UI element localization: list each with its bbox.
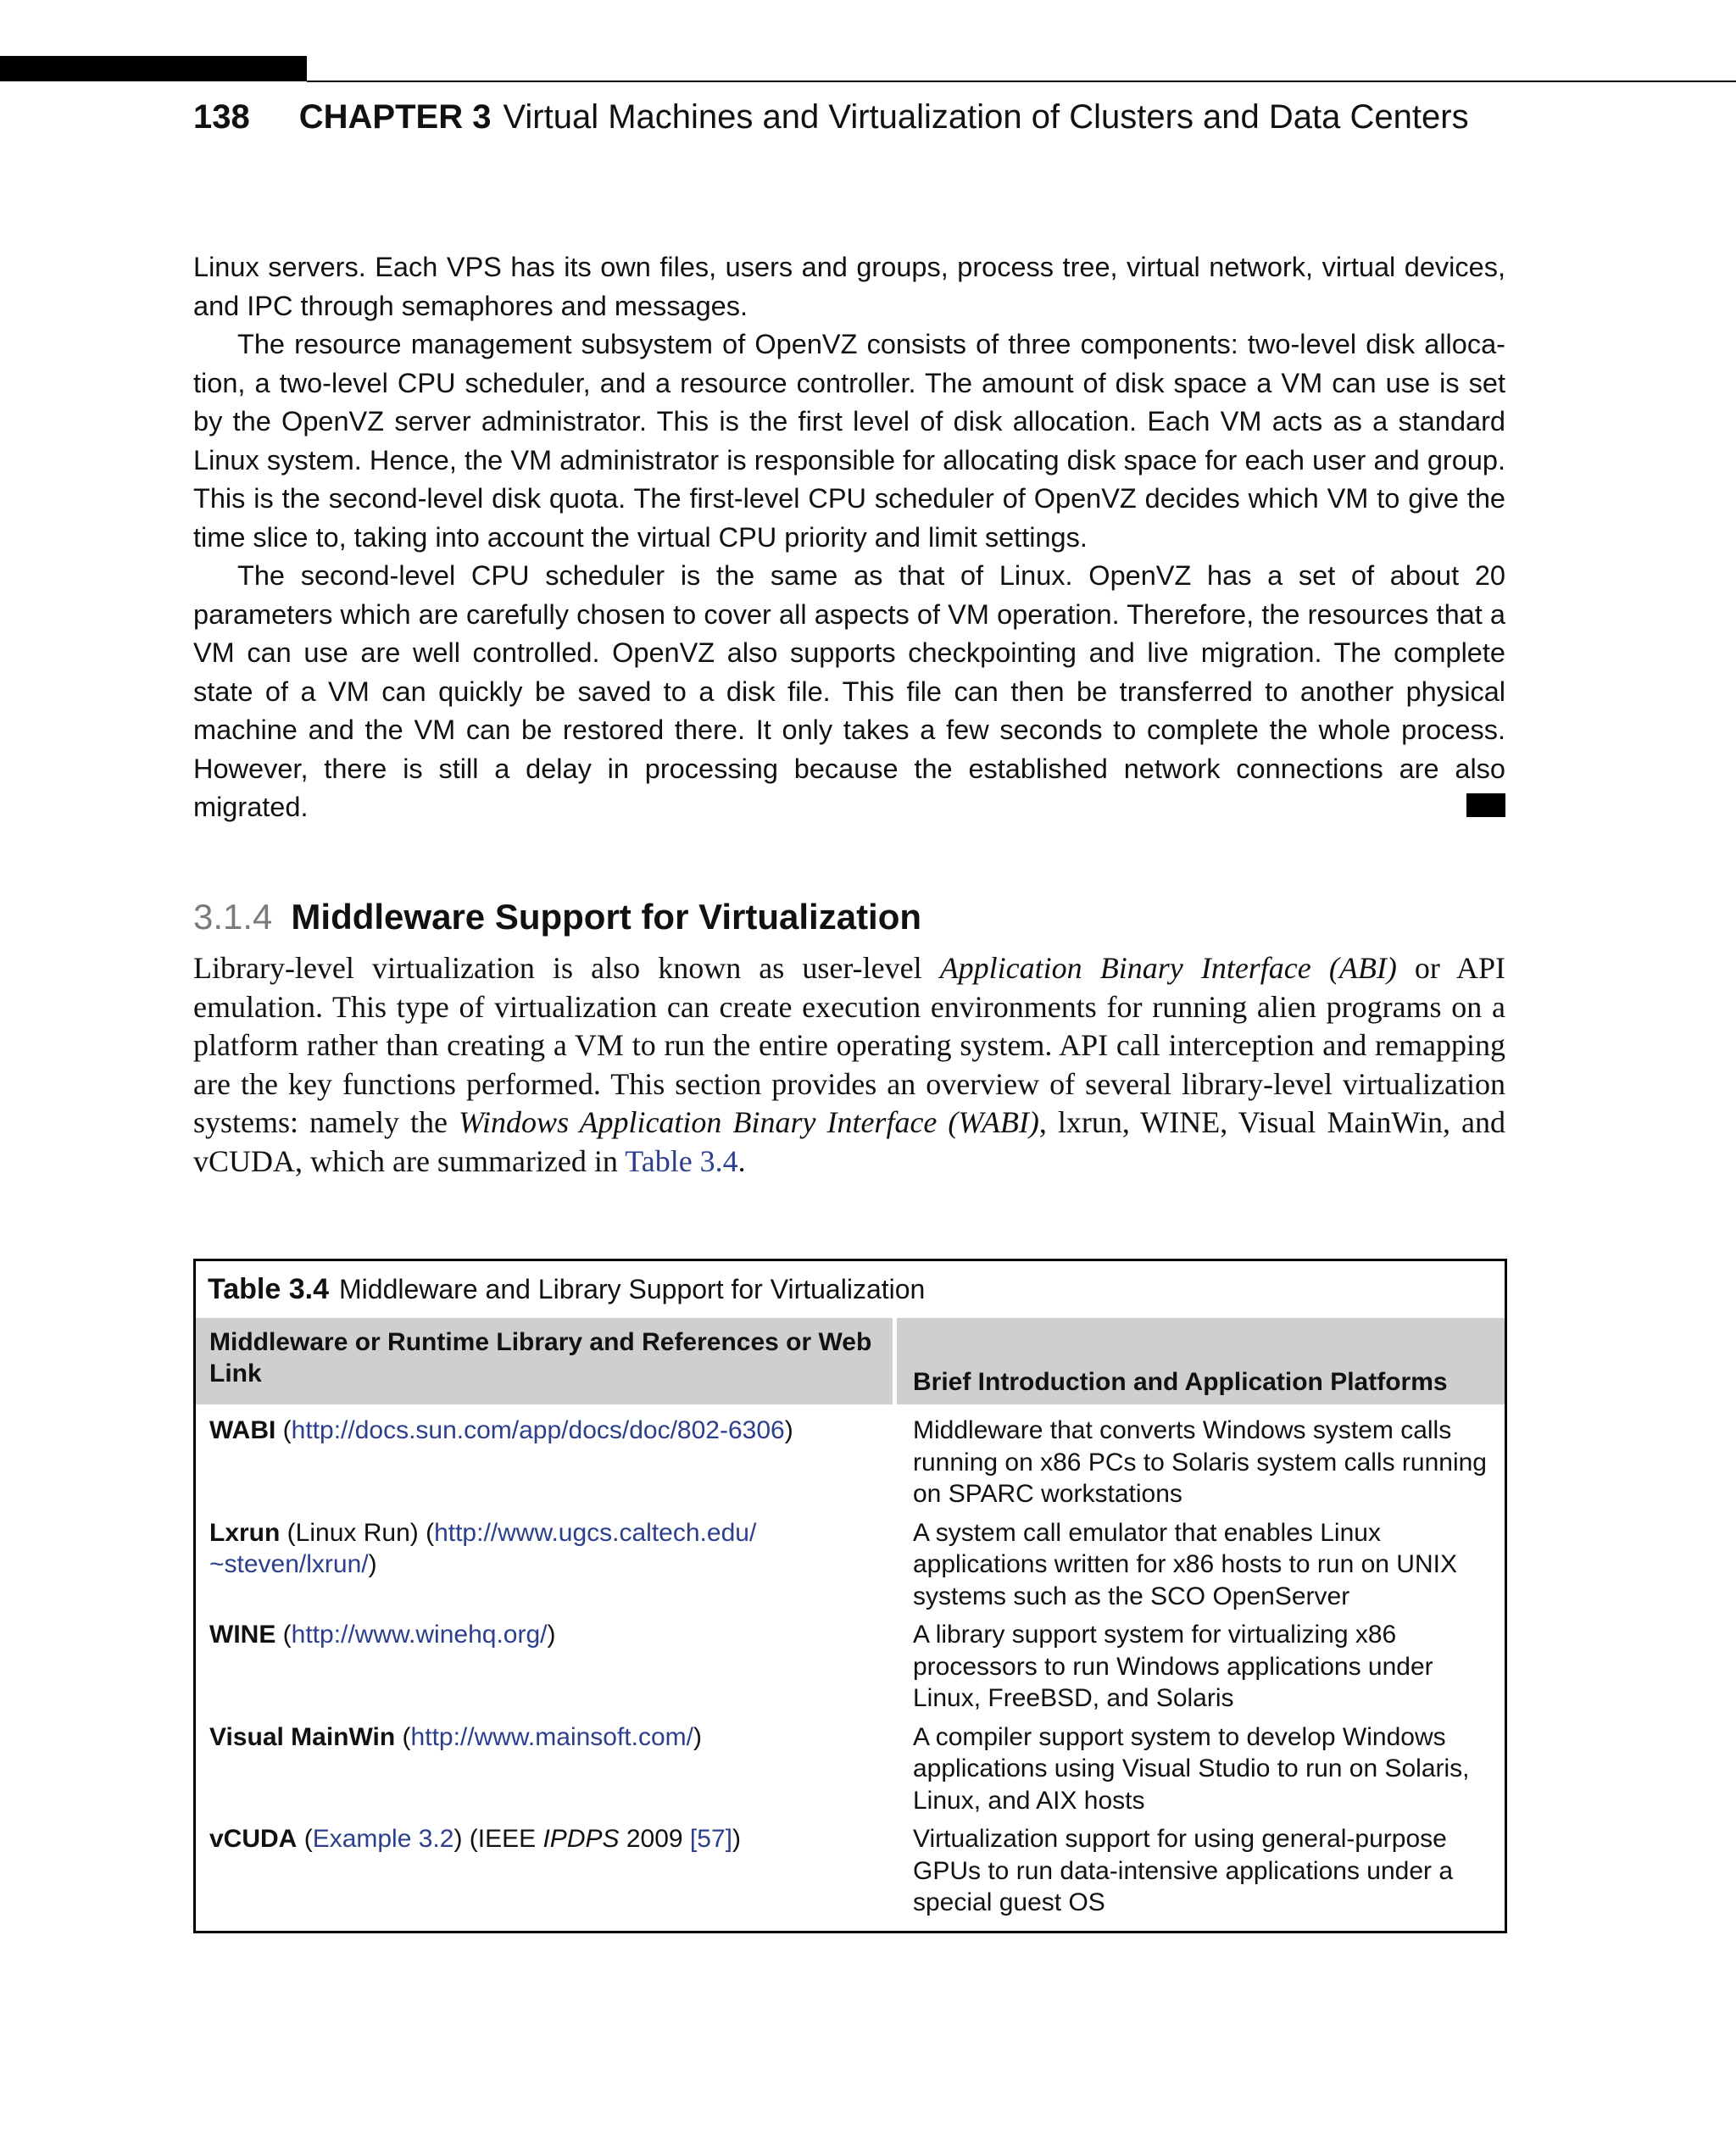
cell-library: WINE (http://www.winehq.org/)	[209, 1621, 556, 1649]
column-header-library: Middleware or Runtime Library and References or Web Link	[196, 1318, 893, 1404]
section-heading	[193, 892, 921, 943]
lxrun-link[interactable]: http://www.ugcs.caltech.edu/ ~steven/lxrun/	[209, 1518, 757, 1578]
header-bar	[0, 56, 307, 81]
cell-library: Lxrun (Linux Run) (http://www.ugcs.caltech.edu/ ~steven/lxrun/)	[209, 1518, 757, 1578]
column-header-introduction: Brief Introduction and Application Platforms	[897, 1318, 1505, 1404]
wabi-link[interactable]: http://docs.sun.com/app/docs/doc/802-6306	[291, 1416, 785, 1444]
section-body	[193, 949, 1505, 1181]
running-header	[193, 92, 1469, 142]
example-link[interactable]: Example 3.2	[312, 1825, 454, 1853]
wabi-term: Windows Application Binary Interface (WABI)	[459, 1105, 1039, 1139]
section-number: 3.1.4	[193, 897, 273, 937]
cell-description: Virtualization support for using general-purpose GPUs to run data-intensive applications under a special guest OS	[913, 1825, 1454, 1916]
paragraph-3: The second-level CPU scheduler is the same as that of Linux. OpenVZ has a set of about 20 parameters which are carefully chosen to cover all aspects of VM operation. Therefore, the resources that a VM can use are well controlled. OpenVZ also supports checkpointing and live migration. The complete state of a VM can quickly be saved to a disk file. This file can then be transferred to another physical machine and the VM can be restored there. It only takes a few seconds to complete the whole process. However, there is still a delay in processing because the established network connections are also migrated.	[193, 560, 1505, 822]
table-header-row	[196, 1318, 1505, 1404]
middleware-table	[193, 1259, 1507, 1933]
cell-description: A system call emulator that enables Linux applications written for x86 hosts to run on UNIX systems such as the SCO OpenServer	[913, 1518, 1457, 1610]
cell-library: vCUDA (Example 3.2) (IEEE IPDPS 2009 [57])	[209, 1825, 741, 1853]
table-ref-link[interactable]: Table 3.4	[625, 1143, 738, 1178]
section-paragraph: Library-level virtualization is also known as user-level Application Binary Interface (ABI) or API emulation. This type of virtualization can create execution environments for running alien programs on a platform rather than creating a VM to run the entire operating system. API call interception and remapping are the key functions performed. This section provides an overview of several library-level virtualization systems: namely the Windows Application Binary Interface (WABI), lxrun, WINE, Visual MainWin, and vCUDA, which are summarized in Table 3.4.	[193, 951, 1506, 1178]
table-body	[196, 1404, 1505, 1919]
table-label: Table 3.4	[208, 1273, 329, 1305]
chapter-title: Virtual Machines and Virtualization of Clusters and Data Centers	[503, 98, 1469, 136]
table-row-vcuda	[196, 1823, 1505, 1919]
page-number: 138	[193, 98, 250, 136]
paragraph-1: Linux servers. Each VPS has its own files, users and groups, process tree, virtual network, virtual devices, and IPC through semaphores and messages.	[193, 252, 1505, 321]
abi-term: Application Binary Interface (ABI)	[939, 951, 1397, 985]
cell-library: Visual MainWin (http://www.mainsoft.com/)	[209, 1722, 702, 1751]
cell-library: WABI (http://docs.sun.com/app/docs/doc/802-6306)	[209, 1416, 793, 1444]
openvz-text	[193, 248, 1505, 827]
table-row-lxrun	[196, 1517, 1505, 1613]
table-caption-text: Middleware and Library Support for Virtualization	[339, 1274, 926, 1304]
section-title: Middleware Support for Virtualization	[291, 897, 922, 937]
chapter-label: CHAPTER 3	[298, 98, 492, 136]
table-row-visual-mainwin	[196, 1721, 1505, 1817]
table-caption	[196, 1261, 1505, 1318]
mainsoft-link[interactable]: http://www.mainsoft.com/	[410, 1722, 693, 1751]
header-rule	[307, 81, 1736, 82]
cell-description: A compiler support system to develop Windows applications using Visual Studio to run on Solaris, Linux, and AIX hosts	[913, 1722, 1470, 1815]
table-row-wine	[196, 1619, 1505, 1715]
table-row-wabi	[196, 1415, 1505, 1510]
section-end-mark	[1466, 793, 1505, 817]
reference-link[interactable]: [57]	[689, 1825, 732, 1853]
cell-description: Middleware that converts Windows system calls running on x86 PCs to Solaris system calls running on SPARC workstations	[913, 1416, 1487, 1508]
paragraph-2: The resource management subsystem of OpenVZ consists of three components: two-level disk alloca-tion, a two-level CPU scheduler, and a resource controller. The amount of disk space a VM can use is set by the OpenVZ server administrator. This is the first level of disk allocation. Each VM acts as a standard Linux system. Hence, the VM administrator is responsible for allocating disk space for each user and group. This is the second-level disk quota. The first-level CPU scheduler of OpenVZ decides which VM to give the time slice to, taking into account the virtual CPU priority and limit settings.	[193, 329, 1505, 553]
cell-description: A library support system for virtualizing x86 processors to run Windows applications under Linux, FreeBSD, and Solaris	[913, 1621, 1433, 1712]
wine-link[interactable]: http://www.winehq.org/	[291, 1621, 548, 1649]
